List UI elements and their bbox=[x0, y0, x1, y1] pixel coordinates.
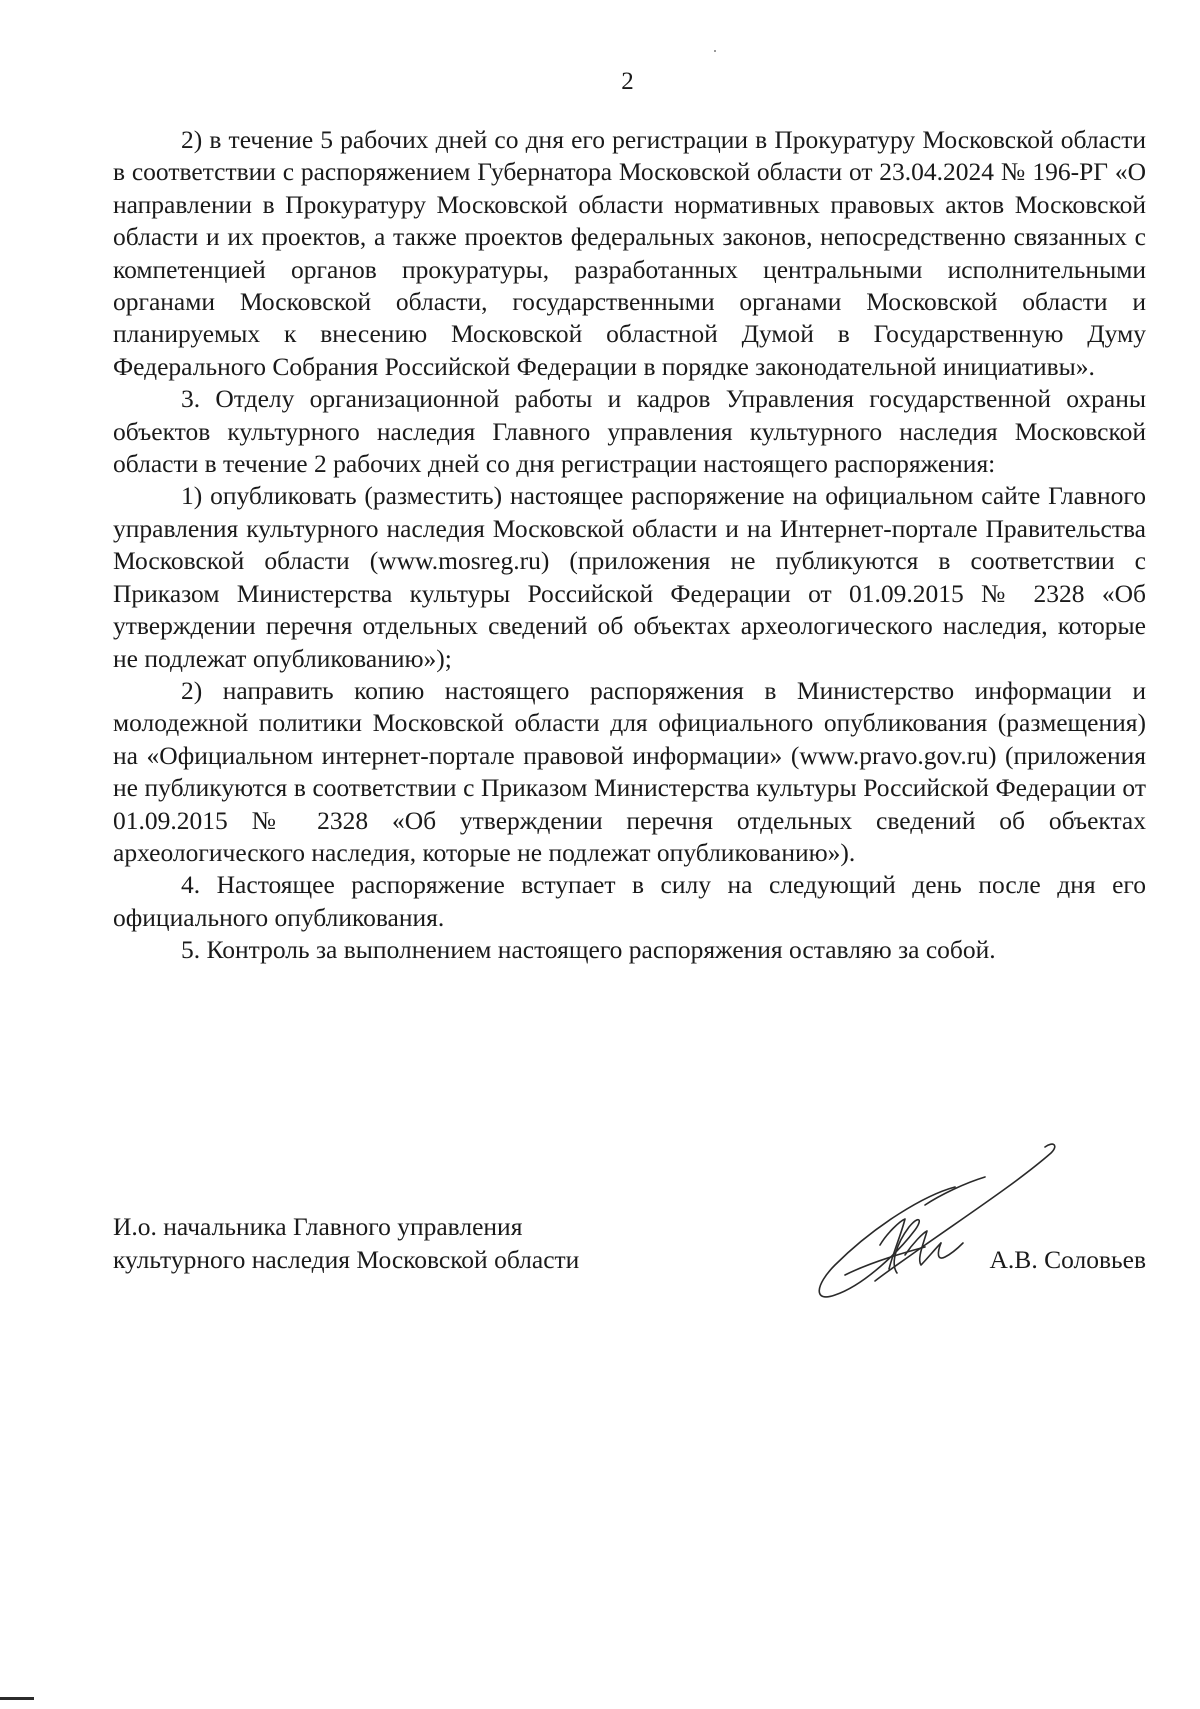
signatory-position bbox=[113, 1210, 713, 1276]
paragraph-subitem-1-publish: 1) опубликовать (разместить) настоящее распоряжение на официальном сайте Главного управления культурного наследия Московской области и на Интернет-портале Правительства Московской области (www.mosreg.ru) (приложения не публикуются в соответствии с Приказом Министерства культуры Российской Федерации от 01.09.2015 № 2328 «Об утверждении перечня отдельных сведений об объектах археологического наследия, которые не подлежат опубликованию»); bbox=[113, 481, 1146, 673]
scan-edge-mark bbox=[0, 1697, 34, 1700]
paragraph-subitem-2-send-copy: 2) направить копию настоящего распоряжения в Министерство информации и молодежной политики Московской области для официального опубликования (размещения) на «Официальном интернет-портале правовой информации» (www.pravo.gov.ru) (приложения не публикуются в соответствии с Приказом Министерства культуры Российской Федерации от 01.09.2015 № 2328 «Об утверждении перечня отдельных сведений об объектах археологического наследия, которые не подлежат опубликованию»). bbox=[113, 675, 1146, 867]
paragraph-item-3-department: 3. Отделу организационной работы и кадров Управления государственной охраны объектов культурного наследия Главного управления культурного наследия Московской области в течение 2 рабочих дней со дня регистрации настоящего распоряжения: bbox=[113, 384, 1146, 479]
page-number: 2 bbox=[621, 68, 634, 95]
paragraph-item-5-control: 5. Контроль за выполнением настоящего распоряжения оставляю за собой. bbox=[181, 935, 996, 965]
scan-speck bbox=[714, 50, 716, 52]
document-body bbox=[113, 124, 1146, 967]
signatory-position-line2: культурного наследия Московской области bbox=[113, 1245, 580, 1274]
handwritten-signature bbox=[805, 1135, 1075, 1310]
paragraph-item-2-prosecutor: 2) в течение 5 рабочих дней со дня его регистрации в Прокуратуру Московской области в соответствии с распоряжением Губернатора Московской области от 23.04.2024 № 196-РГ «О направлении в Прокуратуру Московской области нормативных правовых актов Московской области и их проектов, а также проектов федеральных законов, непосредственно связанных с компетенцией органов прокуратуры, разработанных центральными исполнительными органами Московской области, государственными органами Московской области и планируемых к внесению Московской областной Думой в Государственную Думу Федерального Собрания Российской Федерации в порядке законодательной инициативы». bbox=[113, 125, 1146, 381]
signatory-name: А.В. Соловьев bbox=[989, 1245, 1146, 1274]
paragraph-item-4-effective: 4. Настоящее распоряжение вступает в силу на следующий день после дня его официального опубликования. bbox=[113, 870, 1146, 932]
signatory-position-line1: И.о. начальника Главного управления bbox=[113, 1212, 523, 1241]
